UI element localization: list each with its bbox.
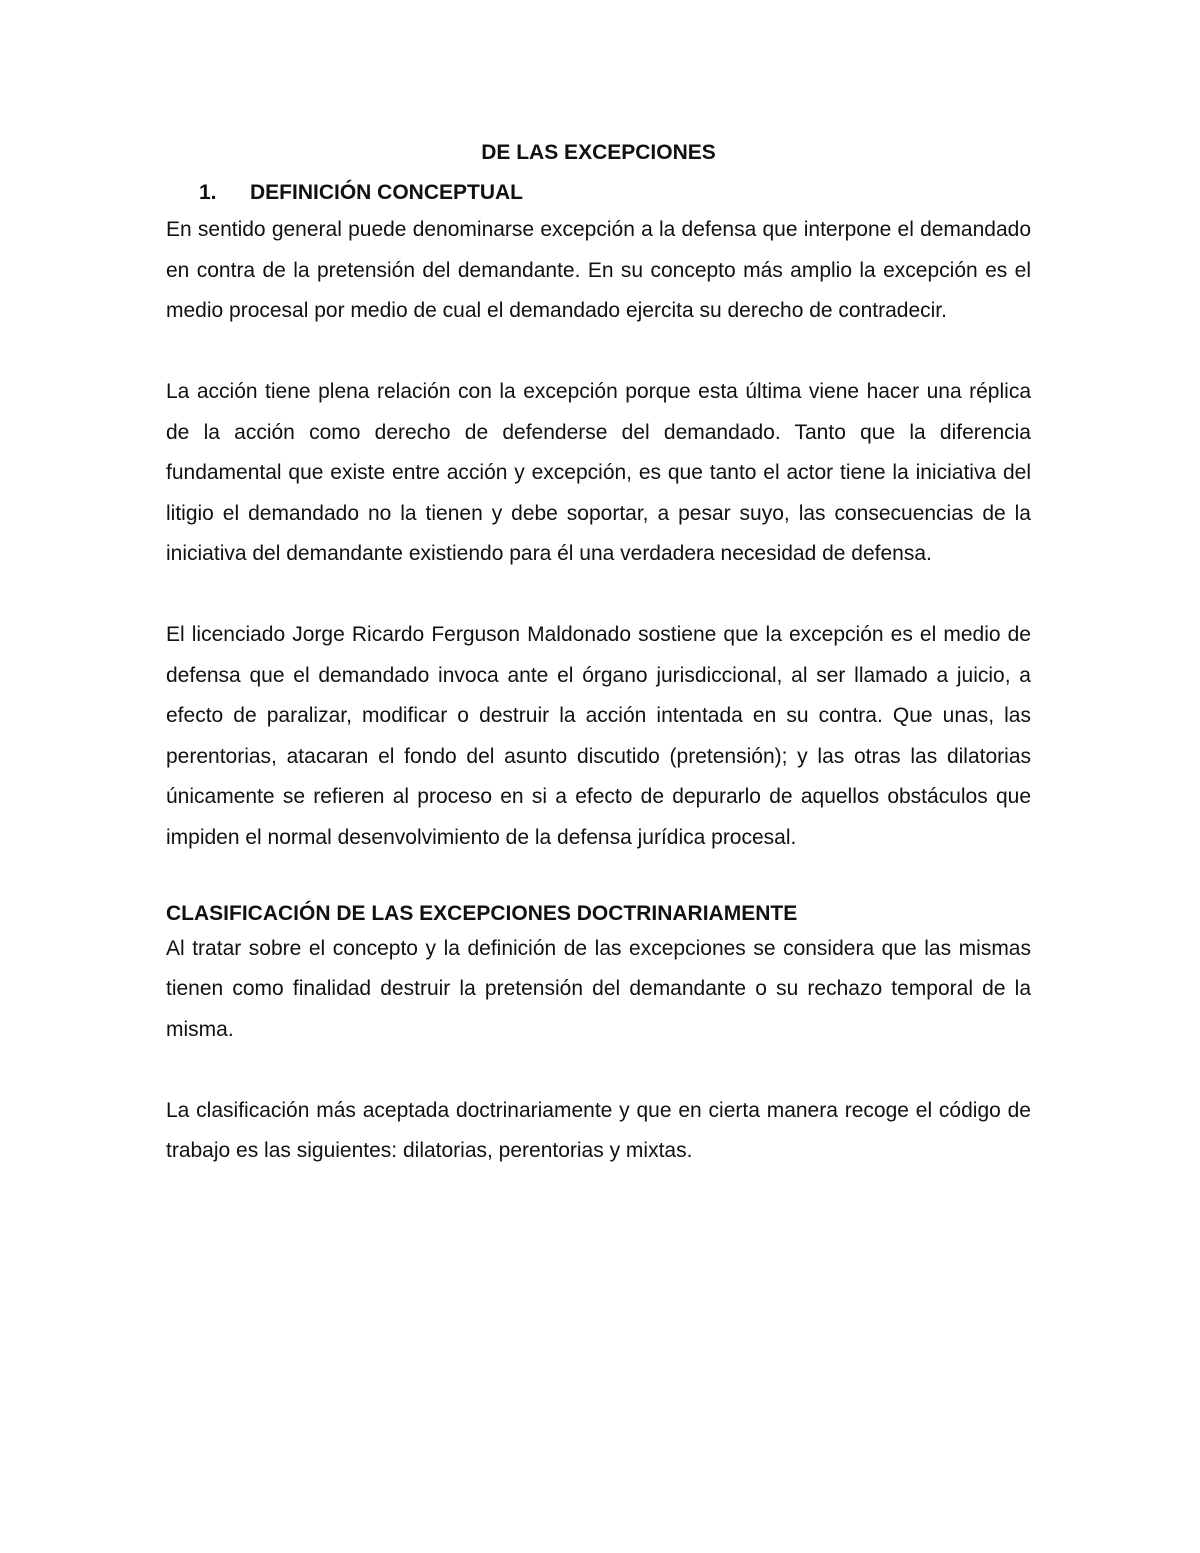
document-body	[166, 138, 1031, 1172]
paragraph: La clasificación más aceptada doctrinariamente y que en cierta manera recoge el código de trabajo es las siguientes: dilatorias, perentorias y mixtas.	[166, 1098, 1031, 1162]
section-number: 1.	[199, 181, 217, 204]
paragraph: En sentido general puede denominarse excepción a la defensa que interpone el demandado en contra de la pretensión del demandante. En su concepto más amplio la excepción es el medio procesal por medio de cual el demandado ejercita su derecho de contradecir.	[166, 218, 1031, 322]
section-heading-definicion	[166, 178, 1031, 208]
document-title: DE LAS EXCEPCIONES	[481, 141, 716, 164]
paragraph: Al tratar sobre el concepto y la definición de las excepciones se considera que las mismas tienen como finalidad destruir la pretensión del demandante o su rechazo temporal de la misma.	[166, 936, 1031, 1041]
paragraph: El licenciado Jorge Ricardo Ferguson Maldonado sostiene que la excepción es el medio de defensa que el demandado invoca ante el órgano jurisdiccional, al ser llamado a juicio, a efecto de paralizar, modificar o destruir la acción intentada en su contra. Que unas, las perentorias, atacaran el fondo del asunto discutido (pretensión); y las otras las dilatorias únicamente se refieren al proceso en si a efecto de depurarlo de aquellos obstáculos que impiden el normal desenvolvimiento de la defensa jurídica procesal.	[166, 623, 1031, 849]
section-heading-clasificacion: CLASIFICACIÓN DE LAS EXCEPCIONES DOCTRINARIAMENTE	[166, 901, 798, 925]
section-heading-text: DEFINICIÓN CONCEPTUAL	[250, 181, 523, 204]
paragraph: La acción tiene plena relación con la excepción porque esta última viene hacer una réplica de la acción como derecho de defenderse del demandado. Tanto que la diferencia fundamental que existe entre acción y excepción, es que tanto el actor tiene la iniciativa del litigio el demandado no la tienen y debe soportar, a pesar suyo, las consecuencias de la iniciativa del demandante existiendo para él una verdadera necesidad de defensa.	[166, 380, 1031, 565]
